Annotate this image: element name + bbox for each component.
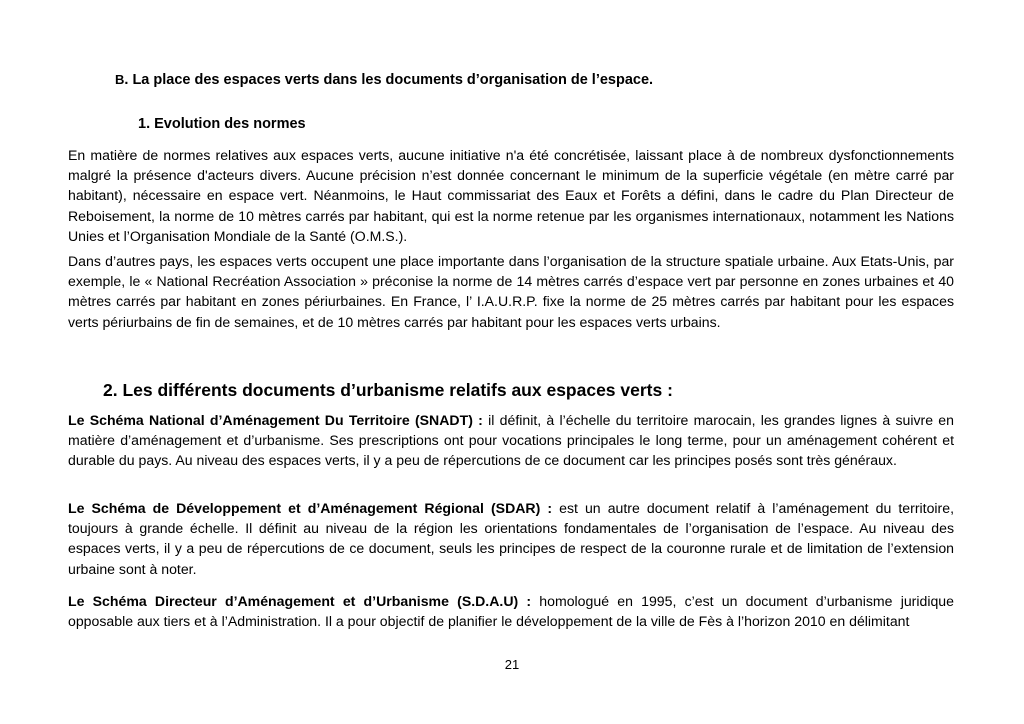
sdar-paragraph [68,498,954,579]
sdau-paragraph [68,591,954,631]
section-b-title: La place des espaces verts dans les documents d’organisation de l’espace. [128,72,654,88]
norms-paragraph-1: En matière de normes relatives aux espaces verts, aucune initiative n'a été concrétisée, laissant place à de nombreux dysfonctionnements malgré la présence d'acteurs divers. Aucune précision n’est donnée concernant le minimum de la superficie végétale (en mètre carré par habitant), nécessaire en espace vert. Néanmoins, le Haut commissariat des Eaux et Forêts a défini, dans le cadre du Plan Directeur de Reboisement, la norme de 10 mètres carrés par habitant, qui est la norme retenue par les organismes internationaux, notamment les Nations Unies et l’Organisation Mondiale de la Santé (O.M.S.). [68,147,954,244]
section-1-heading: 1. Evolution des normes [138,116,306,132]
snadt-paragraph [68,410,954,471]
snadt-text: il définit, à l’échelle du territoire marocain, les grandes lignes à suivre en matière d’aménagement et d’urbanisme. Ses prescriptions ont pour vocations principales le long terme, pour un aménagement cohérent et durable du pays. Au niveau des espaces verts, il y a peu de répercutions de ce document car les principes posés sont très généraux. [68,412,954,469]
page-number: 21 [504,657,520,672]
snadt-lead: Le Schéma National d’Aménagement Du Territoire (SNADT) : [68,412,483,428]
sdar-lead: Le Schéma de Développement et d’Aménagement Régional (SDAR) : [68,500,553,516]
norms-paragraph-2: Dans d’autres pays, les espaces verts occupent une place importante dans l’organisation de la structure spatiale urbaine. Aux Etats-Unis, par exemple, le « National Recréation Association » préconise la norme de 14 mètres carrés d’espace vert par personne en zones urbaines et 40 mètres carrés par habitant en zones périurbaines. En France, l’ I.A.U.R.P. fixe la norme de 25 mètres carrés par habitant pour les espaces verts périurbains de fin de semaines, et de 10 mètres carrés par habitant pour les espaces verts urbains. [68,253,954,330]
section-b-letter: B [115,72,125,87]
sdau-lead: Le Schéma Directeur d’Aménagement et d’Urbanisme (S.D.A.U) : [68,593,532,609]
section-2-heading: 2. Les différents documents d’urbanisme relatifs aux espaces verts : [103,380,673,400]
section-b-heading [115,72,653,88]
sdau-text: homologué en 1995, c’est un document d’urbanisme juridique opposable aux tiers et à l’Administration. Il a pour objectif de planifier le développement de la ville de Fès à l’horizon 2010 en délimitant [68,593,954,630]
sdar-text: est un autre document relatif à l’aménagement du territoire, toujours à grande échelle. Il définit au niveau de la région les orientations fondamentales de l’organisation de l’espace. Au niveau des espaces verts, il y a peu de répercutions de ce document, seuls les principes de respect de la couronne rurale et de limitation de l’extension urbaine sont à noter. [68,500,954,577]
section-b-separator: . [124,72,129,88]
